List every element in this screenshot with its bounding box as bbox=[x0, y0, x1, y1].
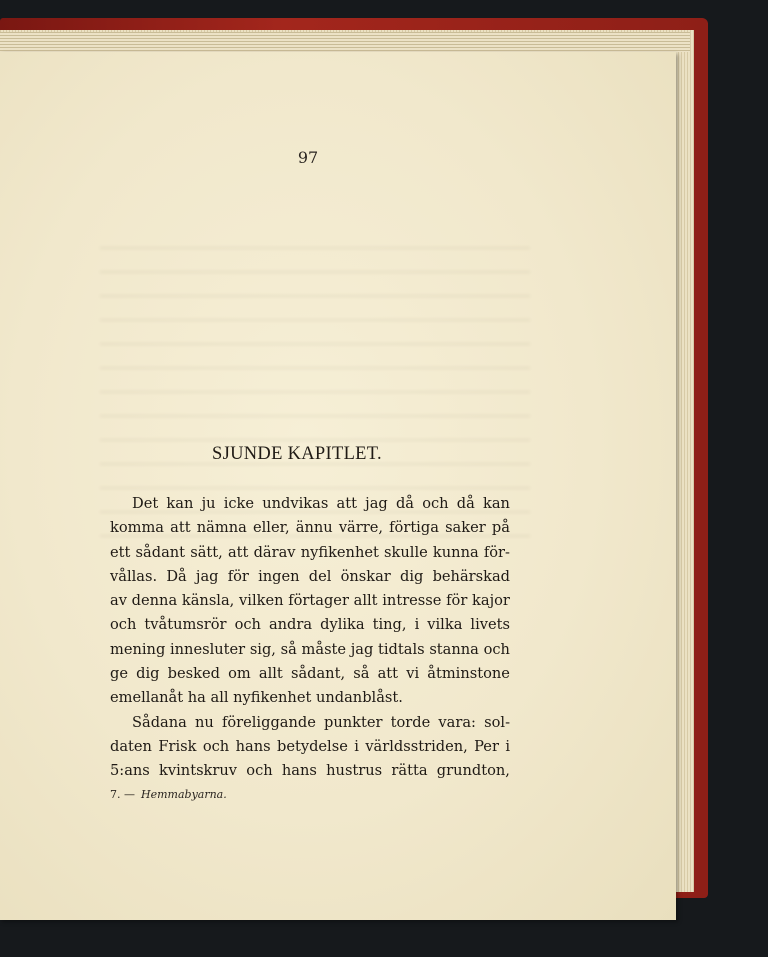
text-line: emellanåt ha all nyfikenhet undanblåst. bbox=[110, 689, 403, 707]
page-number: 97 bbox=[297, 148, 319, 167]
running-book-title: Hemmabyarna. bbox=[141, 788, 227, 801]
signature-mark: 7. — bbox=[110, 788, 135, 801]
text-line: daten Frisk och hans betydelse i världsstriden, Per i bbox=[110, 737, 510, 755]
body-text bbox=[110, 492, 510, 784]
signature-footer bbox=[110, 788, 310, 801]
chapter-heading: SJUNDE KAPITLET. bbox=[212, 444, 382, 464]
text-line: och tvåtumsrör och andra dylika ting, i vilka livets bbox=[110, 616, 510, 634]
text-line: Det kan ju icke undvikas att jag då och då kan bbox=[132, 495, 510, 512]
page-edges-top bbox=[0, 32, 690, 52]
text-line: ge dig besked om allt sådant, så att vi åtminstone bbox=[110, 665, 510, 683]
text-line: mening innesluter sig, så måste jag tidtals stanna och bbox=[110, 640, 510, 658]
text-line: Sådana nu föreliggande punkter torde vara: sol- bbox=[132, 713, 510, 731]
book-page bbox=[0, 52, 676, 920]
text-line: ett sådant sätt, att därav nyfikenhet skulle kunna för- bbox=[110, 543, 510, 561]
text-line: 5:ans kvintskruv och hans hustrus rätta grundton, bbox=[110, 762, 510, 780]
text-line: komma att nämna eller, ännu värre, förtiga saker på bbox=[110, 519, 510, 537]
text-line: av denna känsla, vilken förtager allt intresse för kajor bbox=[110, 592, 510, 610]
text-line: vållas. Då jag för ingen del önskar dig behärskad bbox=[110, 567, 510, 585]
